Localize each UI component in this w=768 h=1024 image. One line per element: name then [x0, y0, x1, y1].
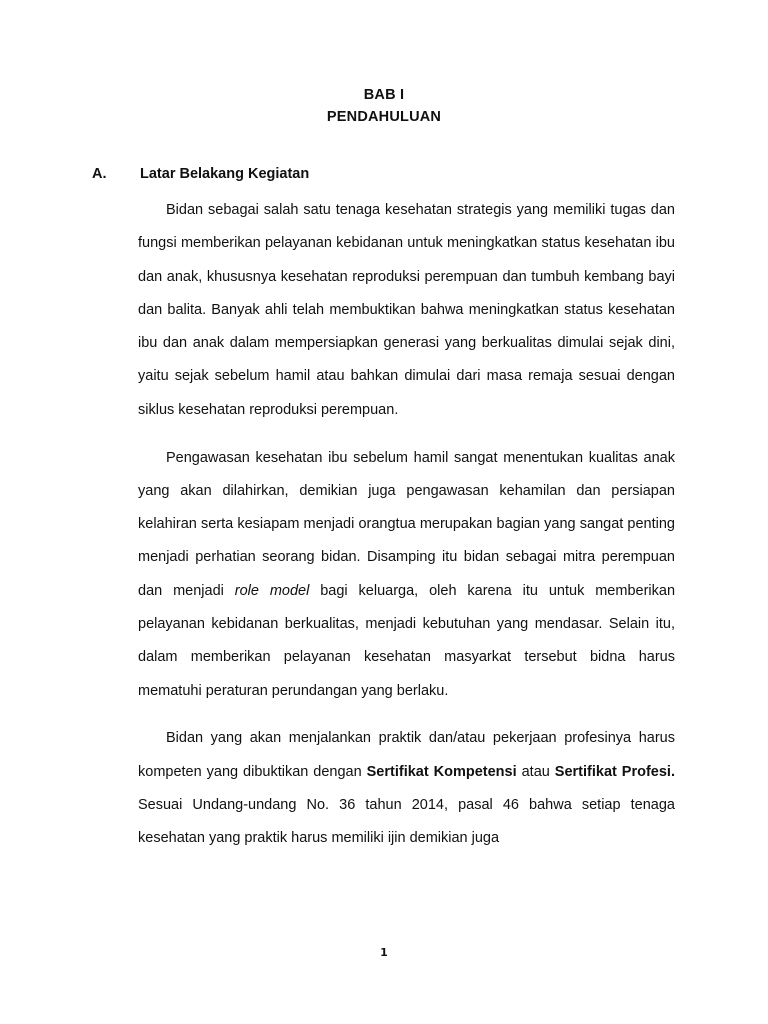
paragraph-2-text-a: Pengawasan kesehatan ibu sebelum hamil sangat menentukan kualitas anak yang akan dilahirkan, demikian juga pengawasan kehamilan dan persiapan kelahiran serta kesiapam menjadi orangtua merupakan bagian yang sangat penting menjadi perhatian seorang bidan. Disamping itu bidan sebagai mitra perempuan dan menjadi — [138, 449, 675, 599]
paragraph-2-text-b: bagi keluarga, oleh karena itu untuk memberikan pelayanan kebidanan berkualitas, menjadi kebutuhan yang mendasar. Selain itu, dalam memberikan pelayanan kesehatan masyarkat tersebut bidna harus mematuhi peraturan perundangan yang berlaku. — [138, 582, 676, 699]
paragraph-2-emphasis: role model — [234, 582, 310, 599]
paragraph-3-text-a: Bidan yang akan menjalankan praktik dan/atau pekerjaan profesinya harus kompeten yang dibuktikan dengan — [138, 730, 675, 780]
chapter-label: BAB I — [363, 87, 405, 103]
paragraph-2 — [138, 442, 675, 708]
paragraph-1-text: Bidan sebagai salah satu tenaga kesehatan strategis yang memiliki tugas dan fungsi memberikan pelayanan kebidanan untuk meningkatkan status kesehatan ibu dan anak, khususnya kesehatan reproduksi perempuan dan tumbuh kembang bayi dan balita. Banyak ahli telah membuktikan bahwa meningkatkan status kesehatan ibu dan anak dalam mempersiapkan generasi yang berkualitas dimulai sejak dini, yaitu sejak sebelum hamil atau bahkan dimulai dari masa remaja sesuai dengan siklus kesehatan reproduksi perempuan. — [138, 202, 675, 418]
paragraph-3 — [138, 722, 675, 855]
paragraph-1 — [138, 194, 675, 427]
chapter-heading — [0, 84, 768, 128]
paragraph-3-bold-2: Sertifikat Profesi. — [554, 763, 675, 780]
paragraph-3-bold-1: Sertifikat Kompetensi — [366, 763, 517, 780]
paragraph-3-text-c: Sesuai Undang-undang No. 36 tahun 2014, pasal 46 bahwa setiap tenaga kesehatan yang praktik harus memiliki ijin demikian juga — [138, 797, 675, 847]
page-number: 1 — [380, 946, 388, 959]
paragraph-3-text-b: atau — [516, 763, 555, 780]
body-text — [138, 194, 675, 870]
section-letter: A. — [92, 166, 107, 182]
chapter-title: PENDAHULUAN — [326, 109, 442, 125]
section-title: Latar Belakang Kegiatan — [140, 166, 310, 182]
